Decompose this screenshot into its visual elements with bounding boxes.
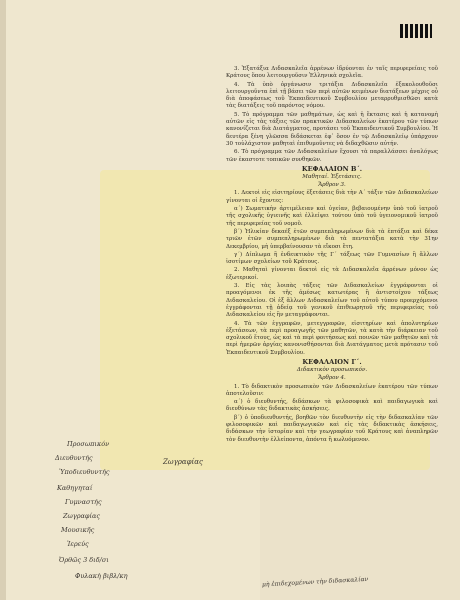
chapter-b-subtitle: Μαθηταί. Ἐξετάσεις. [302,173,362,180]
paragraph: α΄) ὁ διευθυντής, διδάσκων τὰ φιλοσοφικὰ καὶ παιδαγωγικὰ καὶ διευθύνων τὰς διδακτικὰς ἀσκήσεις. [226,399,438,413]
paragraph: γ΄) Δίπλωμα ἢ ἐνδεικτικὸν τῆς Γ΄ τάξεως τῶν Γυμνασίων ἢ ἄλλων ἰσοτίμων σχολείων τοῦ Κράτους. [226,251,438,266]
article-3-heading: Ἄρθρον 3. [318,182,346,189]
paragraph: 6. Τὸ πρόγραμμα τῶν Διδασκαλείων ἔχουσι τὰ παραλλάσσει ἀναλόγως τῶν ἑκαστοτε τοπικῶν συνθηκῶν. [226,149,438,163]
handwritten-note: Ἱερεύς [67,540,89,548]
handwritten-footer-note: μὴ ἐπιδεχομένων τὴν διδασκαλίαν [261,575,369,589]
handwritten-note: Προσωπικόν [67,440,110,448]
paragraph: β΄) Ἡλικίαν δεκαέξ ἐτῶν συμπεπληρωμένων διὰ τὰ ἑπτάξια καὶ δέκα τριῶν ἐτῶν συμπεπληρωμένων διὰ τὰ πεντατάξια κατὰ τὴν 31ην Δεκεμβρίου, μὴ ὑπερβαίνουσαν τὰ εἴκοσι ἔτη. [226,228,438,250]
handwritten-signature-note: Ζωγραφίας [163,458,203,466]
paragraph: α΄) Σωματικὴν ἀρτιμέλειαν καὶ ὑγείαν, βεβαιουμένην ὑπὸ τοῦ ἰατροῦ τῆς σχολικῆς ὑγιεινῆς καὶ ἐλλείψει τούτου ὑπὸ τοῦ ὑγειονομικοῦ ἰατροῦ τῆς περιφερείας τοῦ νομοῦ. [226,206,438,227]
chapter-c-subtitle: Διδακτικὸν προσωπικόν. [296,366,368,373]
paragraph: 3. Εἰς τὰς λοιπὰς τάξεις τῶν Διδασκαλείων ἐγγράφονται οἱ προαγόμενοι ἐκ τῆς ἀμέσως κατωτέρας ἢ ἀντιστοίχου τάξεως Διδασκαλείου. Οἱ ἐξ ἄλλων Διδασκαλείων τοῦ αὐτοῦ τύπου προερχόμενοι ἐγγράφονται τῇ ἀδείᾳ τοῦ γενικοῦ ἐπιθεωρητοῦ τῆς περιφερείας τοῦ Διδασκαλείου εἰς ἣν μεταγράφονται. [226,283,438,319]
chapter-b-title: ΚΕΦΑΛΑΙΟΝ Β΄. [301,164,363,173]
paragraph: 1. Τὸ διδακτικὸν προσωπικὸν τῶν Διδασκαλείων ἑκατέρου τῶν τύπων ἀποτελοῦσιν: [226,383,438,397]
paragraph: β΄) ὁ ὑποδιευθυντής, βοηθῶν τὸν διευθυντὴν εἰς τὴν διδασκαλίαν τῶν φιλοσοφικῶν καὶ παιδαγωγικῶν καὶ εἰς τὰς διδακτικὰς ἀσκήσεις, διδάσκων τὴν ἱστορίαν καὶ τὴν γεωγραφίαν τοῦ Κράτους καὶ ἀναπληρῶν τὸν διευθυντὴν ἐλλείποντα, ἀπόντα ἢ κωλυόμενον. [226,414,438,443]
chapter-c-title: ΚΕΦΑΛΑΙΟΝ Γ΄. [302,357,362,366]
handwritten-note: Διευθυντής [55,454,93,462]
printed-column [226,66,438,445]
handwritten-note: Ὀρθῶς 3 διδ/σι [59,556,109,564]
handwritten-notes [55,440,235,600]
handwritten-note: Γυμναστής [65,498,102,506]
handwritten-note: Ζωγραφίας [63,512,101,520]
paragraph: 4. Τὰ τῶν ἐγγραφῶν, μετεγγραφῶν, εἰσιτηρίων καὶ ἀπολυτηρίων ἐξετάσεων, τὰ περὶ προαγωγῆς τῶν μαθητῶν, τὰ κατὰ τὴν διάρκειαν τοῦ σχολικοῦ ἔτους, ὡς καὶ τὰ περὶ φοιτήσεως καὶ ποινῶν τῶν μαθητῶν καὶ τὰ περὶ ἡμερῶν ἀργίας κανονισθήσονται διὰ Διατάγματος μετὰ πρότασιν τοῦ Ἐκπαιδευτικοῦ Συμβουλίου. [226,320,438,356]
paragraph: 5. Τὸ πρόγραμμα τῶν μαθημάτων, ὡς καὶ ἡ ἔκτασις καὶ ἡ κατανομὴ αὐτῶν εἰς τὰς τάξεις τῶν πρακτικῶν Διδασκαλείων ἑκατέρου τῶν τύπων κανονίζεται διὰ Διατάγματος, προτάσει τοῦ Ἐκπαιδευτικοῦ Συμβουλίου. Ἡ δευτέρα ξένη γλῶσσα διδάσκεται ἐφ᾽ ὅσον ἐν τῷ Διδασκαλείῳ ὑπάρχουν 30 τοὐλάχιστον μαθηταὶ ἐπιθυμοῦντες νὰ διδαχθῶσιν αὐτήν. [226,111,438,147]
page-edge [0,0,6,600]
handwritten-note: Φυλακὴ βιβλ/κη [75,572,128,580]
page-header-mark [400,24,432,38]
paragraph: 1. Δεκτοὶ εἰς εἰσιτηρίους ἐξετάσεις διὰ τὴν Α΄ τάξιν τῶν Διδασκαλείων γίνονται οἱ ἔχοντες: [226,190,438,204]
paragraph: 3. Ἐξατάξια Διδασκαλεῖα ἀρρένων ἱδρύονται ἐν ταῖς περιφερείαις τοῦ Κράτους ὅπου λειτουργοῦσιν Ἑλληνικὰ σχολεῖα. [226,66,438,80]
handwritten-note: Καθηγηταί [57,484,93,492]
paragraph: 2. Μαθηταὶ γίνονται δεκτοὶ εἰς τὰ Διδασκαλεῖα ἀρρένων μόνον ὡς ἐξωτερικοί. [226,267,438,281]
paragraph: 4. Τὰ ὑπὸ ὀργάνωσιν τριτάξια Διδασκαλεῖα ἐξακολουθοῦσι λειτουργοῦντα ἐπὶ τῇ βάσει τῶν περὶ αὐτῶν κειμένων διατάξεων μέχρις οὗ διὰ ἀποφάσεως τοῦ Ἐκπαιδευτικοῦ Συμβουλίου μεταρρυθμισθῶσι κατὰ τὰς διατάξεις τοῦ παρόντος νόμου. [226,81,438,110]
handwritten-note: Μουσικῆς [61,526,95,534]
article-4-heading: Ἄρθρον 4. [318,375,346,382]
handwritten-note: Ὑποδιευθυντής [59,468,110,476]
